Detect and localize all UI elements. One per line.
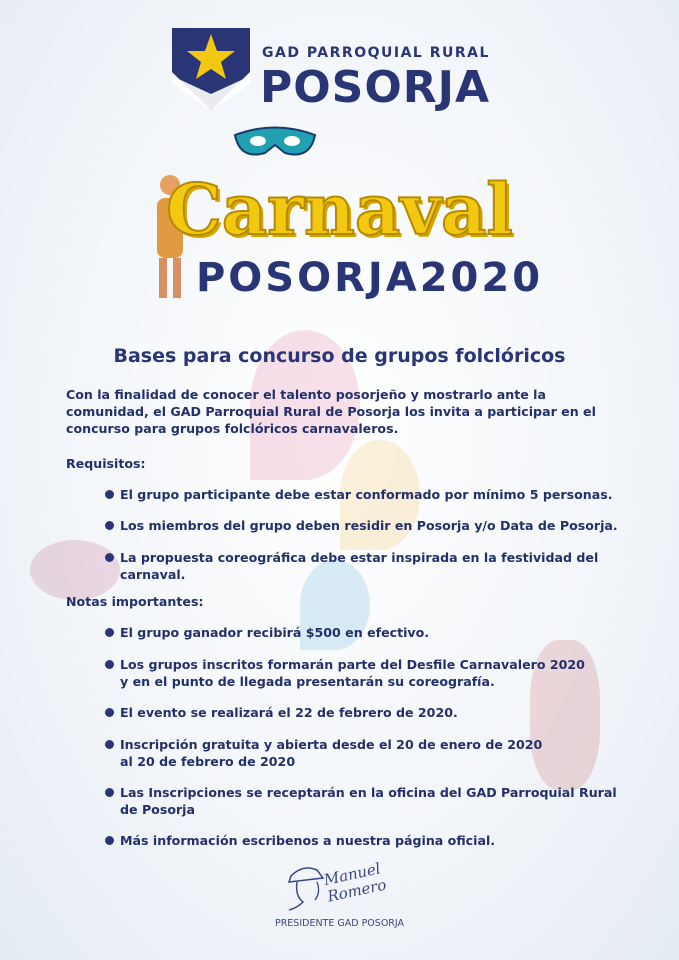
list-item: El evento se realizará el 22 de febrero de 2020. bbox=[105, 704, 645, 721]
org-name-small: GAD PARROQUIAL RURAL bbox=[262, 45, 490, 61]
page-heading: Bases para concurso de grupos folclóricos bbox=[113, 345, 566, 367]
event-subtitle: POSORJA2020 bbox=[195, 255, 544, 301]
list-item: Los grupos inscritos formarán parte del Desfile Carnavalero 2020 y en el punto de llegada presentarán su coreografía. bbox=[105, 656, 645, 690]
notas-label: Notas importantes: bbox=[66, 594, 204, 609]
bullet-icon bbox=[105, 553, 114, 562]
list-item: Los miembros del grupo deben residir en Posorja y/o Data de Posorja. bbox=[105, 517, 645, 534]
carnival-mask-icon bbox=[230, 125, 320, 165]
event-title: Carnaval bbox=[166, 168, 513, 251]
bullet-icon bbox=[105, 521, 114, 530]
signature-name: Manuel Romero bbox=[322, 859, 388, 906]
bullet-icon bbox=[105, 628, 114, 637]
list-item: Las Inscripciones se receptarán en la oficina del GAD Parroquial Rural de Posorja bbox=[105, 784, 645, 818]
bullet-icon bbox=[105, 708, 114, 717]
list-item: Más información escribenos a nuestra página oficial. bbox=[105, 832, 645, 849]
bullet-icon bbox=[105, 490, 114, 499]
list-item: La propuesta coreográfica debe estar inspirada en la festividad del carnaval. bbox=[105, 549, 645, 583]
posorja-shield-logo bbox=[168, 24, 254, 112]
bullet-icon bbox=[105, 660, 114, 669]
list-item: El grupo participante debe estar conformado por mínimo 5 personas. bbox=[105, 486, 645, 503]
list-item: Inscripción gratuita y abierta desde el 20 de enero de 2020 al 20 de febrero de 2020 bbox=[105, 736, 645, 770]
org-name-big: POSORJA bbox=[260, 62, 491, 113]
intro-paragraph: Con la finalidad de conocer el talento posorjeño y mostrarlo ante la comunidad, el GAD Parroquial Rural de Posorja los invita a participar en el concurso para grupos folclóricos carnavaleros. bbox=[66, 387, 596, 436]
list-item: El grupo ganador recibirá $500 en efectivo. bbox=[105, 624, 645, 641]
bullet-icon bbox=[105, 740, 114, 749]
requisitos-label: Requisitos: bbox=[66, 456, 146, 471]
signature-caption: PRESIDENTE GAD POSORJA bbox=[274, 918, 405, 929]
bullet-icon bbox=[105, 836, 114, 845]
bullet-icon bbox=[105, 788, 114, 797]
